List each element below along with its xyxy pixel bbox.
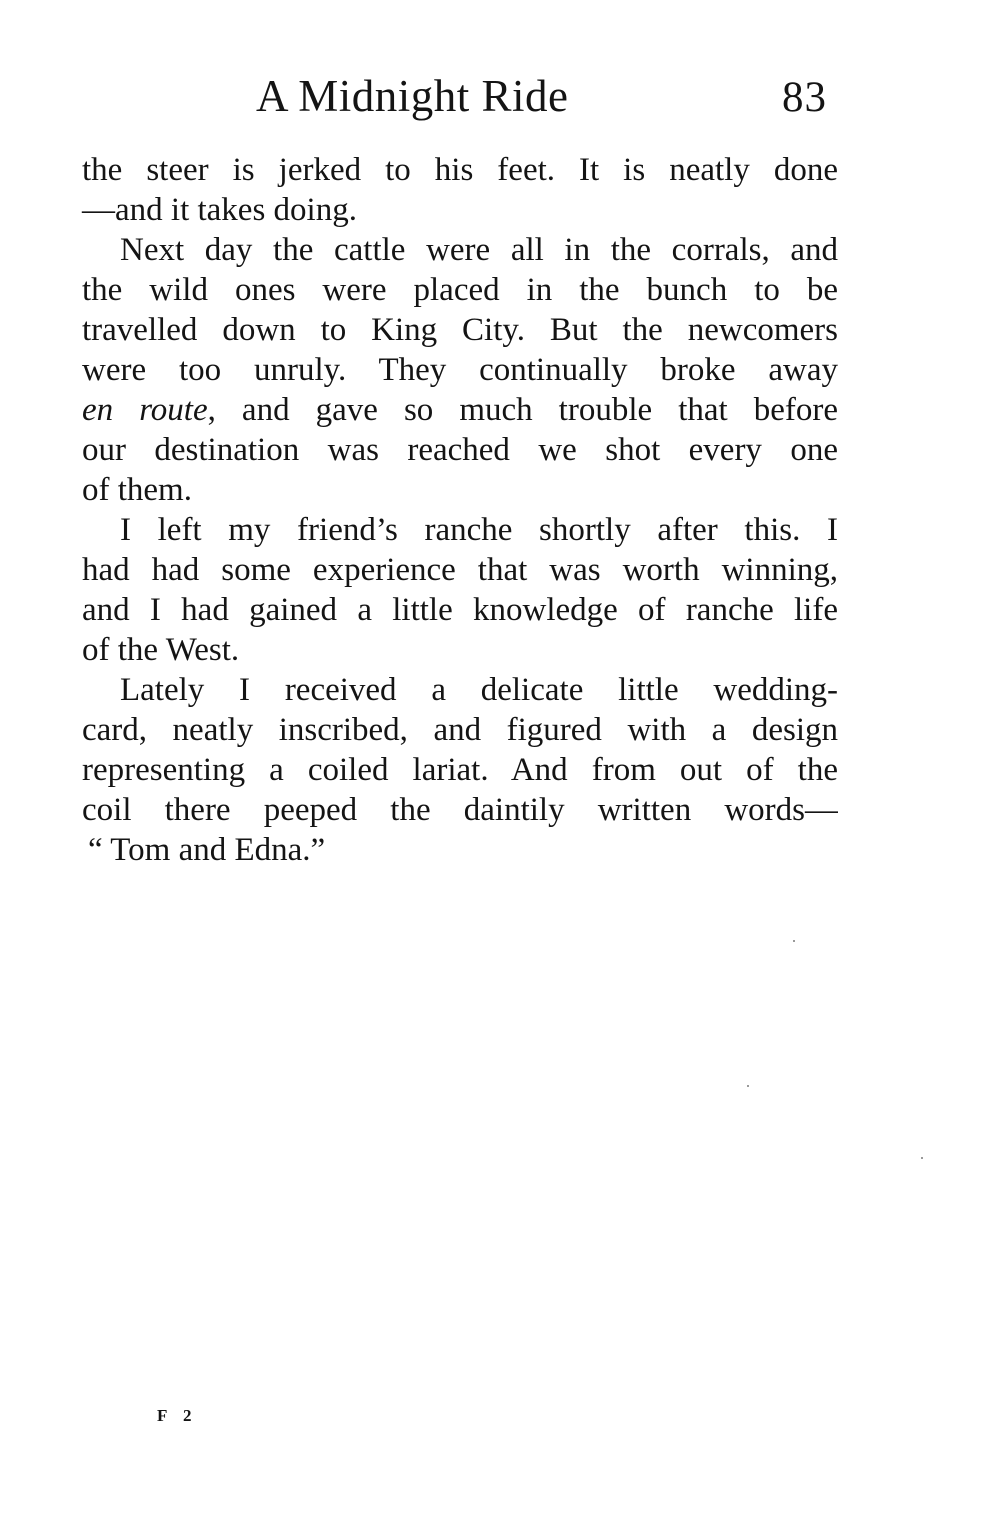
paragraph-start-line: I left my friend’s ranche shortly after this. I <box>120 512 838 548</box>
text-line: travelled down to King City. But the newcomers <box>82 312 838 348</box>
text-line-rest: , and gave so much trouble that before <box>207 392 838 428</box>
text-line: had had some experience that was worth winning, <box>82 552 838 588</box>
text-line: representing a coiled lariat. And from out of the <box>82 752 838 788</box>
text-line: our destination was reached we shot every one <box>82 432 838 468</box>
text-line: were too unruly. They continually broke away <box>82 352 838 388</box>
page-number: 83 <box>782 74 827 121</box>
text-line: the wild ones were placed in the bunch to be <box>82 272 838 308</box>
text-line: coil there peeped the daintily written words— <box>82 792 838 828</box>
text-line: of the West. <box>82 632 240 668</box>
text-line: and I had gained a little knowledge of ranche life <box>82 592 838 628</box>
italic-phrase: en route <box>82 392 208 428</box>
text-line: card, neatly inscribed, and figured with a design <box>82 712 838 748</box>
paragraph-start-line: Next day the cattle were all in the corrals, and <box>120 232 838 268</box>
paragraph-start-line: Lately I received a delicate little wedding- <box>120 672 838 708</box>
running-title: A Midnight Ride <box>256 71 569 121</box>
text-line: —and it takes doing. <box>82 192 357 228</box>
text-line: “ Tom and Edna.” <box>88 832 326 868</box>
scan-speck <box>747 1085 749 1087</box>
text-line: of them. <box>82 472 192 508</box>
signature-mark: F 2 <box>157 1406 198 1425</box>
scan-speck <box>793 940 795 942</box>
text-line <box>82 390 838 430</box>
body-text <box>82 150 838 870</box>
text-line: the steer is jerked to his feet. It is neatly done <box>82 152 838 188</box>
scan-speck <box>921 1157 923 1159</box>
